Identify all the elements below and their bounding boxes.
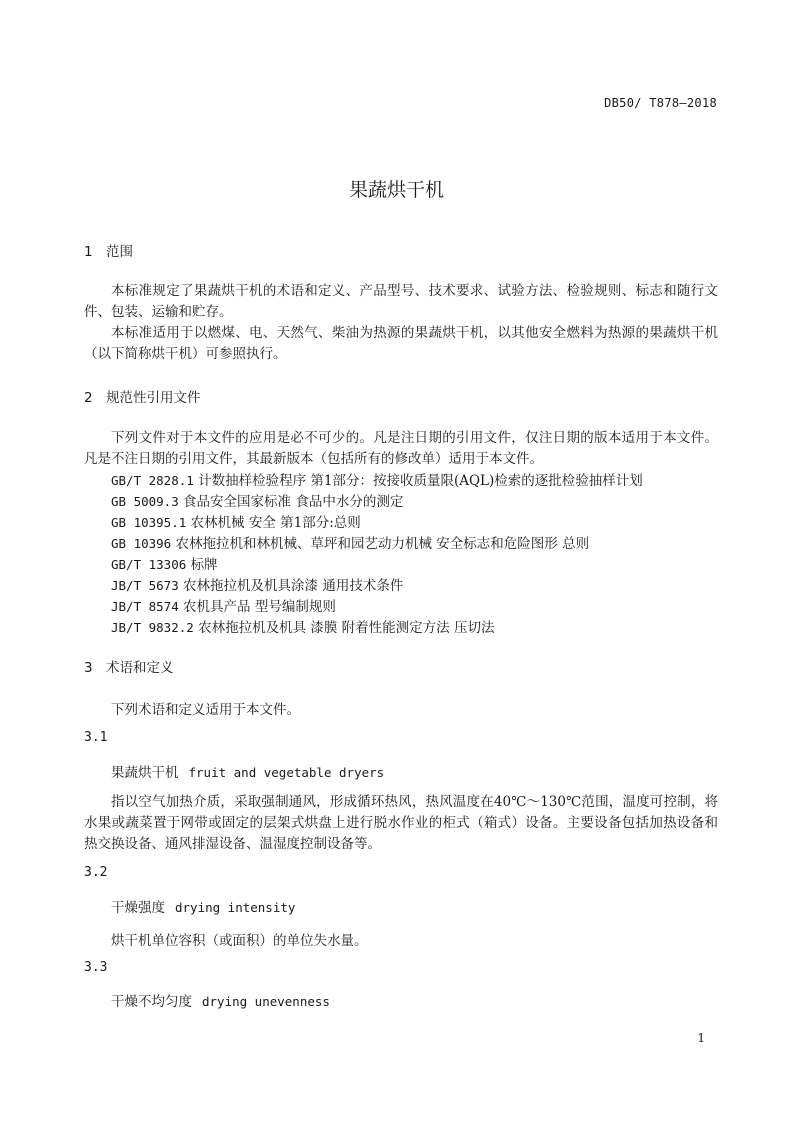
term-definition: [84, 792, 718, 855]
term-name-zh: 干燥强度: [111, 900, 165, 916]
reference-title: 计数抽样检验程序 第1部分：按接收质量限(AQL)检索的逐批检验抽样计划: [198, 473, 643, 489]
reference-item: [111, 490, 403, 510]
section-number: 3: [84, 660, 93, 676]
term-entry: [111, 990, 330, 1010]
section-title: 规范性引用文件: [106, 390, 201, 406]
reference-title: 农林机械 安全 第1部分:总则: [190, 515, 361, 531]
terms-intro: 下列术语和定义适用于本文件。: [111, 702, 300, 718]
section-number: 2: [84, 390, 93, 406]
section-number: 1: [84, 244, 93, 260]
scope-text-2: 本标准适用于以燃煤、电、天然气、柴油为热源的果蔬烘干机，以其他安全燃料为热源的果蔬烘干机（以下简称烘干机）可参照执行。: [84, 325, 718, 362]
reference-title: 农林拖拉机及机具涂漆 通用技术条件: [183, 578, 404, 594]
reference-code: JB/T 8574: [111, 599, 179, 614]
references-intro: [84, 428, 718, 470]
reference-item: [111, 595, 336, 615]
reference-code: GB 5009.3: [111, 494, 179, 509]
section-heading-references: [84, 386, 201, 406]
reference-title: 标牌: [190, 557, 218, 573]
term-name-zh: 干燥不均匀度: [111, 994, 192, 1010]
section-title: 范围: [106, 244, 133, 260]
reference-title: 农机具产品 型号编制规则: [183, 599, 336, 615]
section-heading-terms: [84, 656, 174, 676]
document-title: 果蔬烘干机: [348, 179, 444, 201]
reference-code: GB/T 13306: [111, 557, 187, 572]
term-name-zh: 果蔬烘干机: [111, 765, 179, 781]
term-number: 3.1: [84, 730, 108, 745]
term-definition: 烘干机单位容积（或面积）的单位失水量。: [111, 933, 368, 949]
scope-paragraph-1: [84, 281, 718, 323]
reference-title: 食品安全国家标准 食品中水分的测定: [183, 494, 404, 510]
reference-code: GB/T 2828.1: [111, 473, 194, 488]
reference-title: 农林拖拉机和林机械、草坪和园艺动力机械 安全标志和危险图形 总则: [175, 536, 590, 552]
scope-paragraph-2: [84, 323, 718, 365]
reference-item: [111, 511, 361, 531]
term-number: 3.2: [84, 865, 108, 880]
reference-code: JB/T 9832.2: [111, 620, 194, 635]
reference-title: 农林拖拉机及机具 漆膜 附着性能测定方法 压切法: [198, 620, 495, 636]
standard-code: DB50/ T878—2018: [604, 96, 717, 110]
term-number: 3.3: [84, 960, 108, 975]
reference-item: [111, 469, 643, 489]
reference-item: [111, 574, 403, 594]
term-name-en: drying unevenness: [202, 994, 330, 1009]
reference-code: JB/T 5673: [111, 578, 179, 593]
page-number: 1: [697, 1031, 705, 1045]
scope-text-1: 本标准规定了果蔬烘干机的术语和定义、产品型号、技术要求、试验方法、检验规则、标志和随行文件、包装、运输和贮存。: [84, 283, 718, 320]
term-definition-text: 指以空气加热介质，采取强制通风，形成循环热风，热风温度在40℃～130℃范围，温度可控制，将水果或蔬菜置于网带或固定的层架式烘盘上进行脱水作业的柜式（箱式）设备。主要设备包括加热设备和热交换设备、通风排湿设备、温湿度控制设备等。: [84, 794, 718, 852]
references-intro-text: 下列文件对于本文件的应用是必不可少的。凡是注日期的引用文件，仅注日期的版本适用于本文件。凡是不注日期的引用文件，其最新版本（包括所有的修改单）适用于本文件。: [84, 430, 718, 467]
term-name-en: drying intensity: [175, 900, 296, 915]
term-entry: [111, 761, 384, 781]
reference-item: [111, 532, 589, 552]
reference-item: [111, 616, 494, 636]
reference-code: GB 10396: [111, 536, 172, 551]
reference-item: [111, 553, 218, 573]
reference-code: GB 10395.1: [111, 515, 187, 530]
section-title: 术语和定义: [106, 660, 174, 676]
term-entry: [111, 896, 295, 916]
term-name-en: fruit and vegetable dryers: [188, 765, 385, 780]
section-heading-scope: [84, 240, 133, 260]
